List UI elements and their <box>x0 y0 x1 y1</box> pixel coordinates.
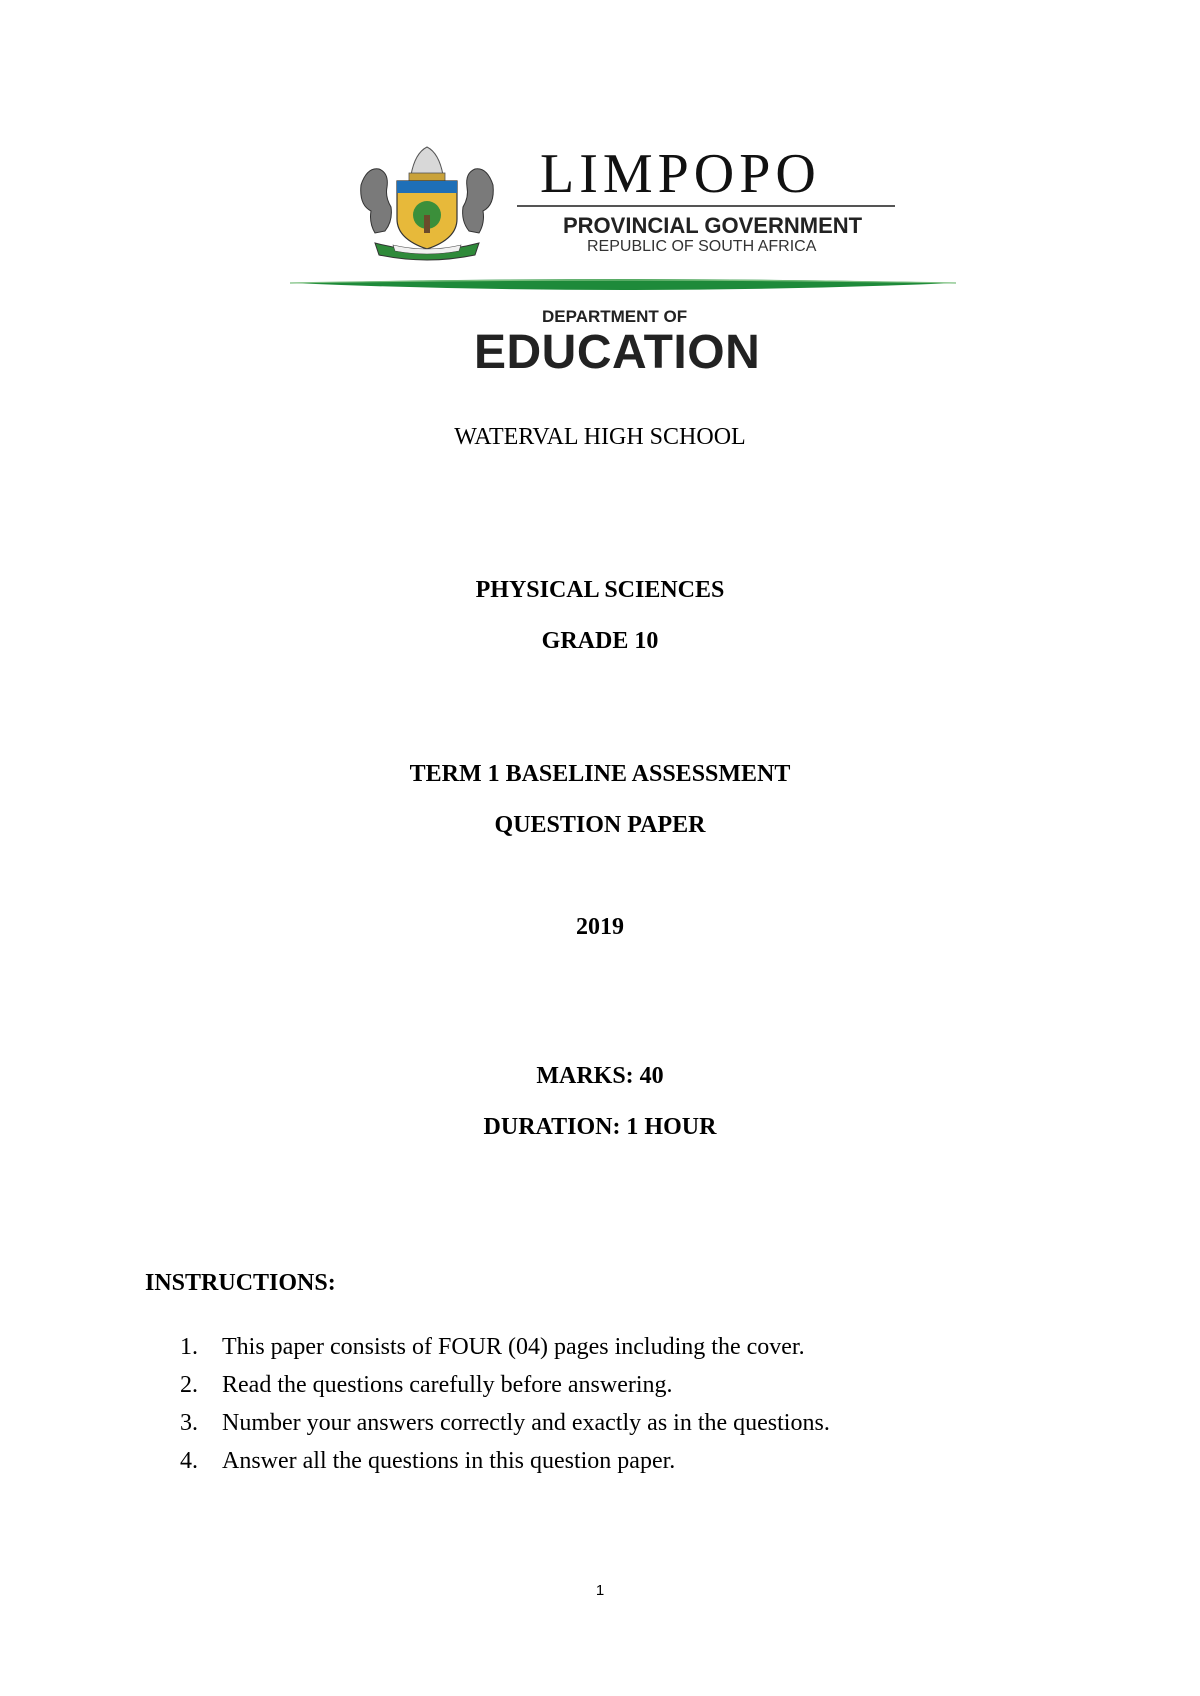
coat-of-arms-icon <box>353 145 501 263</box>
list-item-text: Number your answers correctly and exactly as in the questions. <box>222 1410 830 1436</box>
list-item <box>180 1442 830 1480</box>
grade-label: GRADE 10 <box>541 628 659 654</box>
province-name: LIMPOPO <box>540 143 821 205</box>
department-prefix: DEPARTMENT OF <box>542 307 688 326</box>
page-number: 1 <box>595 1582 605 1599</box>
list-item-number: 4. <box>180 1448 198 1474</box>
green-swoosh-divider <box>290 277 956 297</box>
list-item-text: This paper consists of FOUR (04) pages including the cover. <box>222 1334 805 1360</box>
list-item-text: Answer all the questions in this question paper. <box>222 1448 676 1474</box>
country-label: REPUBLIC OF SOUTH AFRICA <box>587 238 817 255</box>
list-item-number: 2. <box>180 1372 198 1398</box>
brand-divider <box>517 205 895 207</box>
list-item <box>180 1404 830 1442</box>
instructions-list <box>180 1328 830 1480</box>
paper-type-label: QUESTION PAPER <box>494 812 706 838</box>
list-item-text: Read the questions carefully before answering. <box>222 1372 673 1398</box>
school-name: WATERVAL HIGH SCHOOL <box>454 424 746 450</box>
subject-title: PHYSICAL SCIENCES <box>475 577 725 603</box>
list-item-number: 1. <box>180 1334 198 1360</box>
year-label: 2019 <box>576 914 624 940</box>
instructions-heading: INSTRUCTIONS: <box>145 1270 336 1296</box>
list-item <box>180 1328 830 1366</box>
department-name: EDUCATION <box>474 326 761 379</box>
duration-label: DURATION: 1 HOUR <box>483 1114 717 1140</box>
list-item-number: 3. <box>180 1410 198 1436</box>
assessment-title: TERM 1 BASELINE ASSESSMENT <box>409 761 791 787</box>
marks-label: MARKS: 40 <box>536 1063 664 1089</box>
provincial-government-label: PROVINCIAL GOVERNMENT <box>563 213 863 238</box>
list-item <box>180 1366 830 1404</box>
